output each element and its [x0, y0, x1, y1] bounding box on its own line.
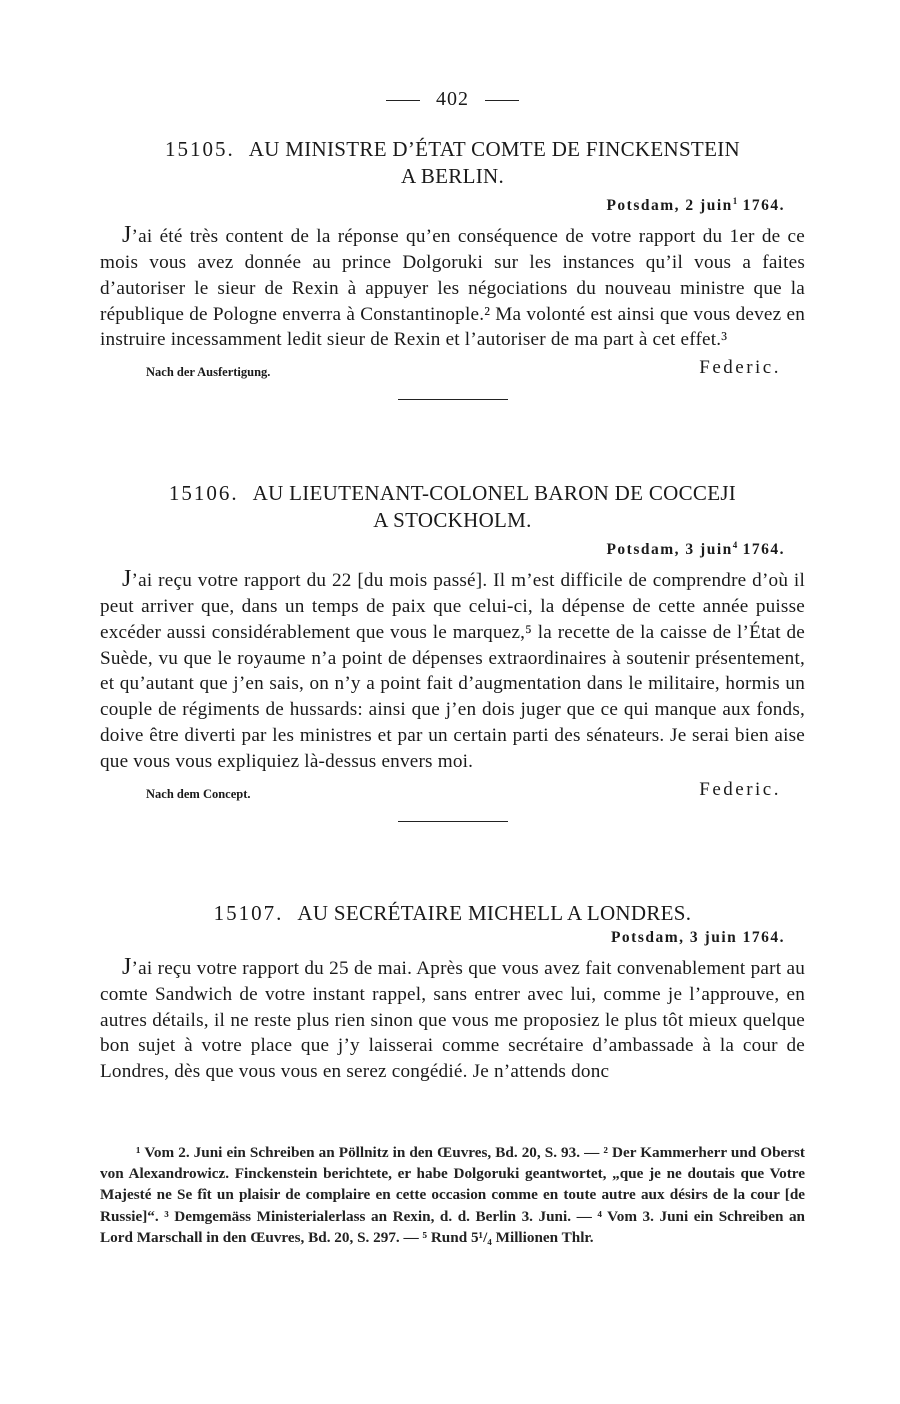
- letter-title: [100, 900, 805, 927]
- letter-title-line1: AU LIEUTENANT-COLONEL BARON DE COCCEJI: [252, 481, 737, 505]
- letter-title-line1: AU SECRÉTAIRE MICHELL A LONDRES.: [297, 901, 692, 925]
- page-header: [100, 88, 805, 111]
- letter-title: [100, 480, 805, 534]
- footnote-marker: 1: [732, 196, 738, 206]
- signature-row: [100, 357, 805, 385]
- letter-dateline: [100, 190, 785, 217]
- page-number: 402: [436, 88, 469, 110]
- footnotes-text: ¹ Vom 2. Juni ein Schreiben an Pöllnitz in den Œuvres, Bd. 20, S. 93. — ² Der Kammerherr und Oberst von Alexandrowicz. Finckenstein berichtete, er habe Dolgoruki geantwortet, „que je ne doutais que Votre Majesté ne Se fît un plaisir de complaire en cette occasion comme en toute autre aux désirs de la cour [de Russie]“. ³ Demgemäss Ministerialerlass an Rexin, d. d. Berlin 3. Juni. — ⁴ Vom 3. Juni ein Schreiben an Lord Marschall in den Œuvres, Bd. 20, S. 297. — ⁵ Rund 5¹/₄ Millionen Thlr.: [100, 1144, 805, 1246]
- source-note: Nach der Ausfertigung.: [146, 365, 271, 380]
- letter-15107: [100, 900, 805, 1085]
- footnotes: [100, 1142, 805, 1248]
- initial-letter: J: [122, 954, 132, 980]
- letter-date-day: 3 juin: [685, 541, 733, 559]
- letter-body-text: ’ai été très content de la réponse qu’en conséquence de votre rapport du 1er de ce mois vous avez donnée au prince Dolgoruki sur les instances qu’il vous a faites d’autoriser le sieur de Rexin à appuyer les négociations du nouveau ministre que la république de Pologne enverra à Constantinople.² Ma volonté est ainsi que vous devez en instruire incessamment ledit sieur de Rexin et l’autoriser de ma part à cet effet.³: [100, 226, 805, 351]
- letter-date-year: 1764.: [742, 541, 785, 559]
- header-dash-left: [386, 100, 420, 101]
- letter-15106: [100, 480, 805, 822]
- letter-title-line2: A STOCKHOLM.: [373, 508, 532, 532]
- initial-letter: J: [122, 566, 132, 593]
- signature: Federic.: [699, 357, 781, 379]
- signature: Federic.: [699, 778, 781, 800]
- letter-date-year: 1764.: [742, 197, 785, 215]
- letter-date-year: 1764.: [742, 929, 785, 946]
- letter-title-line1: AU MINISTRE D’ÉTAT COMTE DE FINCKENSTEIN: [248, 137, 740, 161]
- initial-letter: J: [122, 222, 132, 249]
- letter-body-text: ’ai reçu votre rapport du 25 de mai. Après que vous avez fait convenablement part au comte Sandwich de votre instant rappel, sans entrer avec lui, comme je l’approuve, en autres détails, il ne reste plus rien sinon que vous me proposiez le plus tôt mieux quelque bon sujet à votre place que j’y laisserai comme secrétaire d’ambassade à la cour de Londres, dès que vous vous en serez congédié. Je n’attends donc: [100, 958, 805, 1083]
- letter-number: 15105.: [165, 137, 235, 161]
- letter-body-text: ’ai reçu votre rapport du 22 [du mois passé]. Il m’est difficile de comprendre d’où il peut arriver que, dans un temps de paix que celui-ci, la dépense de cette année puisse excéder aussi considérablement que vous le marquez,⁵ la recette de la caisse de l’État de Suède, vu que le royaume n’a point de dépenses extraordinaires à soutenir présentement, et qu’autant que j’en sais, on n’y a point fait d’augmentation dans le militaire, hormis un couple de régiments de hussards: ainsi que j’en dois juger que ce qui manque aux fonds, doive être diverti par les ministres et par un certain parti des sénateurs. Je serai bien aise que vous vous expliquiez là-dessus envers moi.: [100, 570, 805, 772]
- letter-body: [100, 567, 805, 774]
- section-divider: [398, 821, 508, 822]
- letter-dateline: [100, 534, 785, 561]
- letter-dateline: [100, 927, 785, 949]
- section-divider: [398, 399, 508, 400]
- source-note: Nach dem Concept.: [146, 786, 251, 801]
- letter-title-line2: A BERLIN.: [400, 164, 505, 188]
- letter-date-day: 3 juin: [689, 929, 738, 946]
- letter-place: Potsdam,: [606, 197, 681, 215]
- letter-15105: [100, 136, 805, 400]
- letter-body: [100, 223, 805, 353]
- letter-number: 15107.: [213, 901, 284, 925]
- header-dash-right: [485, 100, 519, 101]
- letter-date-day: 2 juin: [685, 197, 733, 215]
- letter-place: Potsdam,: [610, 929, 685, 946]
- letter-title: [100, 136, 805, 190]
- letter-body: [100, 955, 805, 1085]
- letter-place: Potsdam,: [606, 541, 681, 559]
- letter-number: 15106.: [168, 481, 239, 505]
- footnote-marker: 4: [732, 540, 738, 550]
- signature-row: [100, 779, 805, 807]
